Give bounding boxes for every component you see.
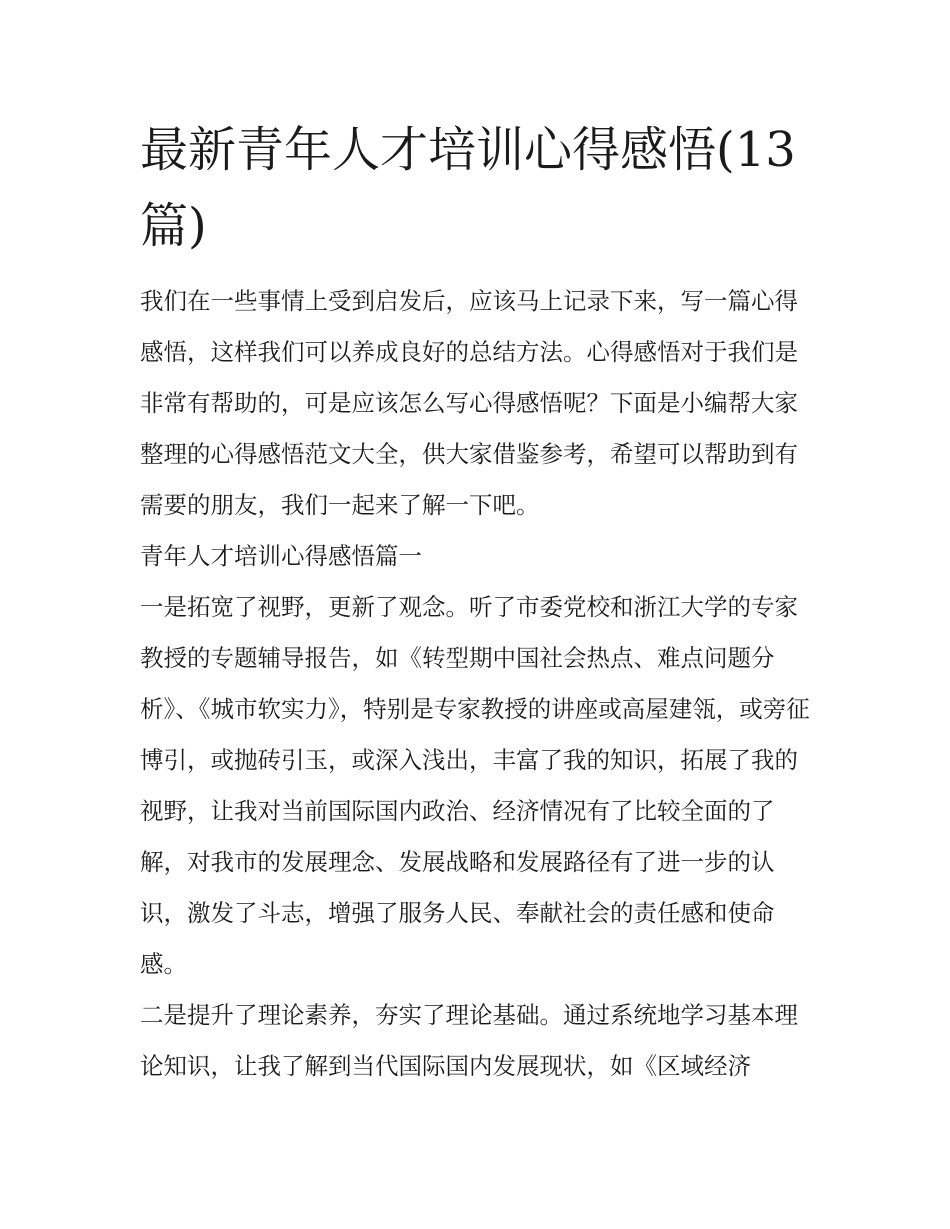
body-paragraph-1: 一是拓宽了视野，更新了观念。听了市委党校和浙江大学的专家教授的专题辅导报告，如《转型期中国社会热点、难点问题分析》、《城市软实力》，特别是专家教授的讲座或高屋建瓴，或旁征博引，或抛砖引玉，或深入浅出，丰富了我的知识，拓展了我的视野，让我对当前国际国内政治、经济情况有了比较全面的了解，对我市的发展理念、发展战略和发展路径有了进一步的认识，激发了斗志，增强了服务人民、奉献社会的责任感和使命感。	[140, 593, 810, 978]
section-heading: 青年人才培训心得感悟篇一	[140, 542, 422, 570]
intro-paragraph: 我们在一些事情上受到启发后，应该马上记录下来，写一篇心得感悟，这样我们可以养成良好的总结方法。心得感悟对于我们是非常有帮助的，可是应该怎么写心得感悟呢？下面是小编帮大家整理的心得感悟范文大全，供大家借鉴参考，希望可以帮助到有需要的朋友，我们一起来了解一下吧。	[140, 287, 798, 519]
body-paragraph-2: 二是提升了理论素养，夯实了理论基础。通过系统地学习基本理论知识，让我了解到当代国际国内发展现状，如《区域经济	[140, 1001, 798, 1080]
document-body	[140, 276, 820, 1092]
document-title: 最新青年人才培训心得感悟(13篇)	[140, 122, 796, 254]
